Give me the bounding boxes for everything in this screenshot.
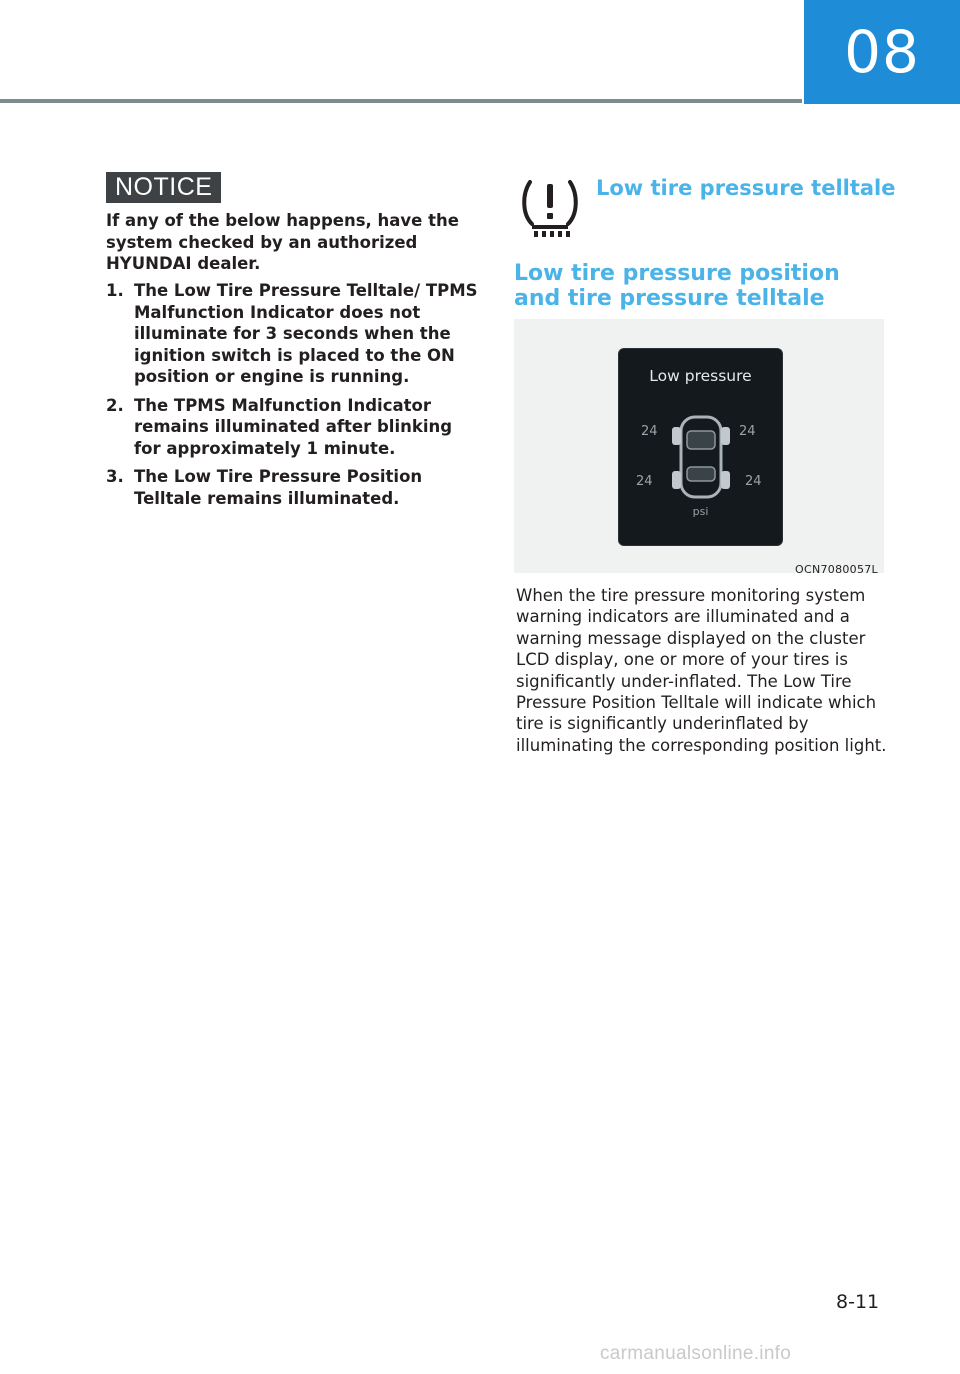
list-item [106,280,481,388]
cluster-display-figure [514,319,884,573]
list-item [106,466,481,509]
car-top-view-icon [669,409,733,505]
lcd-display [618,348,783,546]
notice-list [106,280,481,516]
tire-rear-right-value: 24 [745,474,762,489]
section-title: Low tire pressure position and tire pressure telltale [514,261,840,311]
list-item [106,395,481,460]
body-paragraph: When the tire pressure monitoring system warning indicators are illuminated and a warning message displayed on the cluster LCD display, one or more of your tires is significantly under-inflated. The Low Tire Pressure Position Telltale will indicate which tire is significantly underinflated by illuminating the corresponding position light. [516,586,887,755]
list-item-number: 2. [106,395,124,415]
notice-badge: NOTICE [106,172,221,203]
figure-code: OCN7080057L [795,563,878,576]
list-item-text: The Low Tire Pressure Position Telltale remains illuminated. [134,467,423,508]
list-item-text: The TPMS Malfunction Indicator remains illuminated after blinking for approximately 1 minute. [134,395,453,458]
tire-front-right-value: 24 [739,424,756,439]
pressure-unit: psi [692,505,709,518]
page-number: 8-11 [836,1291,880,1313]
tire-front-left-value: 24 [641,424,658,439]
notice-intro: If any of the below happens, have the system checked by an authorized HYUNDAI dealer. [106,211,459,273]
list-item-text: The Low Tire Pressure Telltale/ TPMS Malfunction Indicator does not illuminate for 3 seconds when the ignition switch is placed to the ON position or engine is running. [134,281,478,386]
telltale-title: Low tire pressure telltale [596,176,896,200]
chapter-tab: 08 [804,0,960,104]
list-item-number: 1. [106,281,124,300]
lcd-title: Low pressure [649,367,752,385]
tire-rear-left-value: 24 [636,474,653,489]
header-rule [0,99,802,103]
list-item-number: 3. [106,467,124,486]
tire-pressure-warning-icon [520,176,580,242]
watermark: carmanualsonline.info [600,1343,792,1364]
